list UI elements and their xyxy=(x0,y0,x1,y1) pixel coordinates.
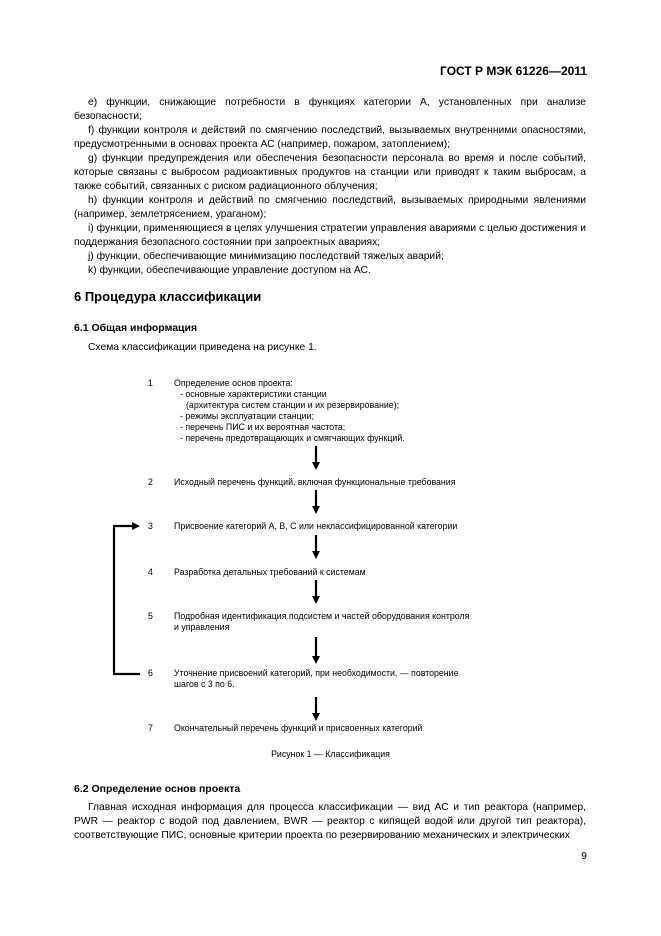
step-6-text xyxy=(174,668,514,690)
step-2-text: Исходный перечень функций, включая функциональные требования xyxy=(174,477,456,487)
feedback-loop xyxy=(114,526,140,674)
step-3-text: Присвоение категорий А, В, С или неклассифицированной категории xyxy=(174,521,458,531)
step-1-item: - основные характеристики станции xyxy=(180,389,327,399)
step-6-line-2: шагов с 3 по 6. xyxy=(174,679,235,689)
step-1-title: Определение основ проекта: xyxy=(174,378,293,388)
step-1-text xyxy=(174,378,514,444)
step-2-number: 2 xyxy=(148,477,153,487)
step-5-number: 5 xyxy=(148,611,153,621)
list-item-h: h) функции контроля и действий по смягчению последствий, вызываемых природными явлениями (например, землетрясением, ураганом); xyxy=(74,195,586,220)
list-item-j: j) функции, обеспечивающие минимизацию последствий тяжелых аварий; xyxy=(88,251,444,262)
step-4-number: 4 xyxy=(148,567,153,577)
step-1-item: (архитектура систем станции и их резервирование); xyxy=(186,400,400,410)
step-1-number: 1 xyxy=(148,378,153,388)
step-3-number: 3 xyxy=(148,521,153,531)
step-6-number: 6 xyxy=(148,668,153,678)
step-1-item: - перечень предотвращающих и смягчающих функций. xyxy=(180,433,405,443)
step-1-item: - перечень ПИС и их вероятная частота; xyxy=(180,422,346,432)
step-7-number: 7 xyxy=(148,723,153,733)
section-6-heading: 6 Процедура классификации xyxy=(74,289,262,304)
section-6-2-heading: 6.2 Определение основ проекта xyxy=(74,783,241,795)
document-header: ГОСТ Р МЭК 61226—2011 xyxy=(440,64,587,78)
step-5-line-2: и управления xyxy=(174,622,230,632)
list-item-k: k) функции, обеспечивающие управление доступом на АС. xyxy=(88,265,371,276)
step-4-text: Разработка детальных требований к системам xyxy=(174,567,366,577)
step-5-line-1: Подробная идентификация подсистем и частей оборудования контроля xyxy=(174,611,470,621)
list-item-g: g) функции предупреждения или обеспечения безопасности персонала во время и после событий, которые связаны с выбросом радиоактивных продуктов на станции или приводят к таким выбросам, а также событий, связанных с риском радиационного облучения; xyxy=(74,153,586,192)
list-item-i: i) функции, применяющиеся в целях улучшения стратегии управления авариями с целью достижения и поддержания безопасного состоянии при запроектных авариях; xyxy=(74,223,586,248)
step-6-line-1: Уточнение присвоений категорий, при необходимости, — повторение xyxy=(174,668,459,678)
list-item-e: е) функции, снижающие потребности в функциях категории А, установленных при анализе безопасности; xyxy=(74,97,586,122)
step-1-item: - режимы эксплуатации станции; xyxy=(180,411,314,421)
page-number: 9 xyxy=(581,850,587,862)
step-5-text xyxy=(174,611,514,633)
section-6-1-heading: 6.1 Общая информация xyxy=(74,322,198,334)
list-item-f: f) функции контроля и действий по смягчению последствий, вызываемых внутренними опасностями, предусмотренными в основах проекта АС (например, пожаром, затоплением); xyxy=(74,125,586,150)
figure-caption: Рисунок 1 — Классификация xyxy=(271,749,390,759)
section-6-1-text: Схема классификации приведена на рисунке 1. xyxy=(88,342,317,353)
step-7-text: Окончательный перечень функций и присвоенных категорий xyxy=(174,723,423,733)
section-6-2-text: Главная исходная информация для процесса классификации — вид АС и тип реактора (например, PWR — реактор с водой под давлением, BWR — реактор с кипящей водой или другой тип реактора), соответствующие ПИС, основные критерии проекта по резервированию механических и электрических xyxy=(74,802,586,841)
step-1-list xyxy=(174,389,514,444)
